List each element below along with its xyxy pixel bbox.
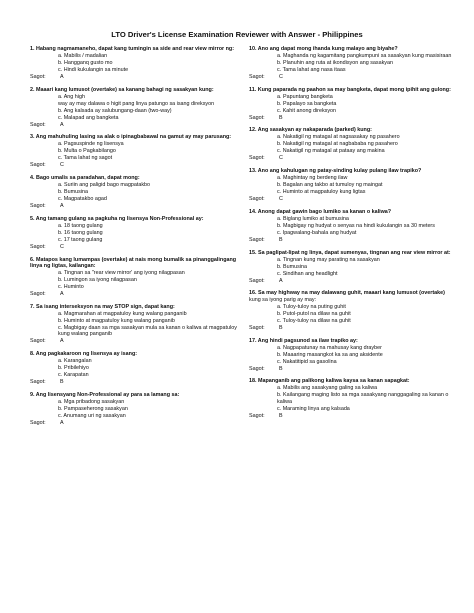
answer-row — [30, 338, 245, 345]
answer-label: Sagot: — [249, 73, 265, 80]
option-list — [30, 270, 245, 291]
answer-value: C — [60, 243, 64, 250]
answer-label: Sagot: — [30, 203, 46, 210]
question-text: 11. Kung paparada ng paahon sa may bangketa, dapat mong ipihit ang gulong: — [249, 86, 451, 93]
answer-value: B — [279, 324, 283, 331]
right-column — [249, 46, 464, 426]
answer-row — [249, 115, 464, 122]
question-text: 13. Ano ang kahulugan ng patay-sinding kulay pulang ilaw trapiko? — [249, 168, 422, 175]
answer-value: C — [279, 73, 283, 80]
answer-row — [249, 74, 464, 81]
question-text: 9. Ang lisensyang Non-Professional ay para sa lamang sa: — [30, 391, 180, 398]
answer-row — [249, 237, 464, 244]
option-list — [249, 304, 464, 325]
question-text: 16. Sa may highway na may dalawang guhit, maaari kang lumusot (overtake) — [249, 290, 445, 297]
question-text: 3. Ang mahuhuling lasing sa alak o ipinagbabawal na gamut ay may parusang: — [30, 134, 232, 141]
answer-option: c. Karapatan — [58, 372, 89, 379]
question-text: 15. Sa paglipat-lipat ng linya, dapat sumenyas, tingnan ang rear view mirror at: — [249, 249, 451, 256]
answer-label: Sagot: — [249, 196, 265, 203]
option-list — [249, 175, 464, 196]
option-list — [249, 94, 464, 115]
answer-label: Sagot: — [30, 338, 46, 345]
question-text: 1. Habang nagmamaneho, dapat kang tumingin sa side and rear view mirror ng: — [30, 46, 234, 52]
option-list — [30, 223, 245, 244]
answer-option: a. Ang high — [58, 93, 85, 100]
answer-label: Sagot: — [30, 379, 46, 386]
question-block — [249, 46, 464, 81]
answer-value: C — [279, 155, 283, 162]
answer-option: c. Huminto — [58, 284, 84, 291]
answer-option: c. Tama lahat ang nasa itaas — [277, 66, 346, 73]
answer-option: a. Tingnan sa "rear view mirror' ang iyong nilagpasan — [58, 270, 185, 277]
answer-option: a. Maghanda ng kagamitang pangkumpuni sa sasakyan kung masisiraan — [277, 52, 452, 59]
answer-option: b. Maaaring masangkot ka sa ang aksidente — [277, 351, 383, 358]
option-list — [30, 141, 245, 162]
question-text: 7. Sa isang interseksyon na may STOP sign, dapat kang: — [30, 303, 175, 310]
answer-option: b. Hangganq gusto mo — [58, 59, 113, 66]
answer-option: a. Mga pribadong sasakyan — [58, 398, 125, 405]
answer-value: B — [279, 236, 283, 243]
answer-row — [249, 278, 464, 285]
question-block — [249, 209, 464, 244]
answer-option: a. Pagsuspinde ng lisensya — [58, 141, 124, 148]
question-block — [249, 290, 464, 331]
answer-option: a. Tingnan kung may parating na sasakyan — [277, 256, 380, 263]
answer-label: Sagot: — [249, 277, 265, 284]
question-block — [249, 250, 464, 285]
answer-option: c. Anumang uri ng sasakyan — [58, 412, 126, 419]
answer-option: c. Malapad ang bangketa — [58, 114, 119, 121]
option-list — [249, 345, 464, 366]
answer-option: c. Tama lahat ng sagot — [58, 155, 113, 162]
answer-option: b. Ang kalsada ay salubungang-daan (two-way) — [58, 107, 172, 114]
question-block — [30, 134, 245, 169]
answer-option: a. Maghintay ng berdeng ilaw — [277, 175, 348, 182]
left-column — [30, 46, 245, 433]
answer-label: Sagot: — [249, 365, 265, 372]
answer-label: Sagot: — [30, 243, 46, 250]
answer-option: c. Hindi kukulangin sa minute — [58, 66, 129, 73]
answer-option: c. Ipagwalang-bahala ang hudyat — [277, 229, 357, 236]
question-block — [249, 168, 464, 203]
option-list — [249, 385, 464, 412]
question-block — [249, 87, 464, 122]
answer-value: B — [279, 114, 283, 121]
answer-option: c. Tuloy-tuloy na dilaw na guhit — [277, 317, 351, 324]
answer-value: A — [60, 121, 64, 128]
answer-option: a. Nakatigil ng matagal at nagsasakay ng pasahero — [277, 134, 400, 141]
question-block — [249, 378, 464, 419]
answer-option: b. Bagalan ang takbo at tumuloy ng maingat — [277, 182, 383, 189]
option-list — [249, 134, 464, 155]
answer-row — [30, 420, 245, 427]
answer-value: C — [60, 162, 64, 169]
answer-value: A — [60, 203, 64, 210]
answer-option: c. Huminto at magpatuloy kung ligtas — [277, 189, 366, 196]
answer-option: a. Karangalan — [58, 358, 92, 365]
option-list — [30, 182, 245, 203]
answer-option: b. Planuhin ang ruta at ikondisyon ang sasakyan — [277, 59, 393, 66]
answer-option: b. Multa o Pagkabilango — [58, 148, 116, 155]
answer-row — [30, 122, 245, 129]
question-block — [30, 175, 245, 210]
answer-value: B — [279, 412, 283, 419]
answer-option: b. Putol-putol na dilaw na guhit — [277, 310, 351, 317]
question-text: 17. Ang hindi pagsunod sa ilaw trapiko ay: — [249, 337, 358, 344]
question-text: 12. Ang sasakyan ay nakaparada (parked) kung: — [249, 127, 372, 134]
answer-label: Sagot: — [30, 419, 46, 426]
answer-option: b. Papalayo sa bangketa — [277, 100, 337, 107]
question-block — [30, 46, 245, 81]
answer-label: Sagot: — [30, 121, 46, 128]
question-text: 14. Anong dapat gawin bago lumiko sa kanan o kaliwa? — [249, 208, 392, 215]
answer-option: c. Kahit anong direksyon — [277, 107, 337, 114]
answer-option: b. Bumusina — [277, 263, 307, 270]
question-text: 8. Ang pagkakaroon ng lisensya ay isang: — [30, 351, 138, 358]
answer-row — [249, 196, 464, 203]
answer-row — [249, 413, 464, 420]
answer-option: a. Papuntang bangketa — [277, 93, 333, 100]
answer-value: A — [60, 73, 64, 80]
answer-row — [30, 74, 245, 81]
option-list — [30, 53, 245, 74]
option-list — [30, 399, 245, 420]
answer-option: b. Kailangang maging listo sa mga sasakyang nanggagaling sa kanan o kaliwa — [277, 392, 449, 405]
option-list — [249, 53, 464, 74]
answer-option: a. Suriin ang paligid bago magpatakbo — [58, 182, 151, 189]
answer-option: a. Mabilis / madalian — [58, 52, 108, 59]
answer-option: c. Nakatigil ng matagal at pataay ang makina — [277, 148, 385, 155]
page-title: LTO Driver's License Examination Reviewer with Answer - Philippines — [111, 30, 363, 39]
answer-option: c. Magbigay daan sa mga sasakyan mula sa kanan o kaliwa at magpatuloy kung walang panganib — [58, 324, 237, 338]
answer-row — [30, 379, 245, 386]
option-list — [30, 94, 245, 122]
answer-row — [249, 325, 464, 332]
option-list — [30, 358, 245, 379]
question-block — [30, 392, 245, 427]
answer-option: a. 18 taong gulang — [58, 222, 103, 229]
question-block — [30, 304, 245, 345]
answer-row — [30, 162, 245, 169]
answer-option: c. 17 taong gulang — [58, 236, 103, 243]
option-list — [249, 216, 464, 237]
answer-label: Sagot: — [249, 114, 265, 121]
answer-option: a. Biglang lumiko at bumusina — [277, 215, 349, 222]
answer-value: B — [279, 365, 283, 372]
answer-option: a. Mabilis ang sasakyang galing sa kaliwa — [277, 385, 378, 392]
answer-option: b. Pribilehiyo — [58, 365, 89, 372]
answer-label: Sagot: — [30, 73, 46, 80]
answer-option: b. Huminto at magpatuloy kung walang panganib — [58, 317, 175, 324]
answer-row — [249, 366, 464, 373]
question-continuation: kung sa iyong parig ay may: — [249, 296, 317, 303]
answer-label: Sagot: — [30, 162, 46, 169]
question-block — [30, 87, 245, 129]
answer-value: B — [60, 379, 64, 386]
answer-value: C — [279, 196, 283, 203]
answer-value: A — [60, 291, 64, 298]
option-list — [30, 311, 245, 338]
question-block — [30, 216, 245, 251]
question-block — [249, 338, 464, 373]
question-text: 10. Ano ang dapat mong ihanda kung malayo ang biyahe? — [249, 46, 398, 52]
answer-row — [30, 244, 245, 251]
question-block — [30, 257, 245, 298]
answer-option: b. Pampaseherong sasakyan — [58, 405, 128, 412]
answer-value: A — [60, 419, 64, 426]
answer-label: Sagot: — [249, 324, 265, 331]
answer-option: b. Magbigay ng hudyat o senyas na hindi kukulangin sa 30 meters — [277, 222, 435, 229]
answer-option: c. Magpatakbo agad — [58, 196, 107, 203]
answer-row — [30, 203, 245, 210]
answer-option: way ay may dalawa o higit pang linya patungo sa isang direksyon — [58, 100, 215, 107]
answer-row — [249, 155, 464, 162]
question-block — [30, 351, 245, 386]
answer-option: a. Nagpapatunay na mahusay kang drayber — [277, 344, 382, 351]
answer-option: a. Magmarahan at magpatuloy kung walang panganib — [58, 310, 187, 317]
answer-label: Sagot: — [249, 155, 265, 162]
answer-option: b. 16 taong gulang — [58, 229, 103, 236]
answer-label: Sagot: — [249, 236, 265, 243]
answer-option: b. Nakatigil ng matagal at nagbababa ng pasahero — [277, 141, 398, 148]
answer-value: A — [279, 277, 283, 284]
question-text: 6. Matapos kang lumampas (overtake) at nais mong bumalik sa pinanggalingang linya ng ligtas, kailangan: — [30, 256, 237, 270]
option-list — [249, 257, 464, 278]
answer-value: A — [60, 338, 64, 345]
answer-option: a. Tuloy-tuloy na puting guhit — [277, 303, 346, 310]
answer-option: c. Nakatitipid sa gasolina — [277, 358, 337, 365]
answer-option: b. Lumingon sa iyong nilagpasan — [58, 277, 137, 284]
answer-option: c. Maraming linya ang kalsada — [277, 405, 350, 412]
question-block — [249, 127, 464, 162]
question-text: 18. Mapanganib ang palikong kaliwa kaysa sa kanan sapagkat: — [249, 378, 410, 385]
answer-option: c. Sindihan ang headlight — [277, 270, 338, 277]
question-text: 2. Maaari kang lumusot (overtake) sa kanang bahagi ng sasakyan kung: — [30, 86, 214, 93]
question-text: 4. Bago umalis sa paradahan, dapat mong: — [30, 175, 140, 182]
answer-row — [30, 291, 245, 298]
answer-label: Sagot: — [249, 412, 265, 419]
answer-label: Sagot: — [30, 291, 46, 298]
answer-option: b. Bumusina — [58, 189, 88, 196]
question-text: 5. Ang tamang gulang sa pagkuha ng lisensya Non-Professional ay: — [30, 215, 204, 222]
